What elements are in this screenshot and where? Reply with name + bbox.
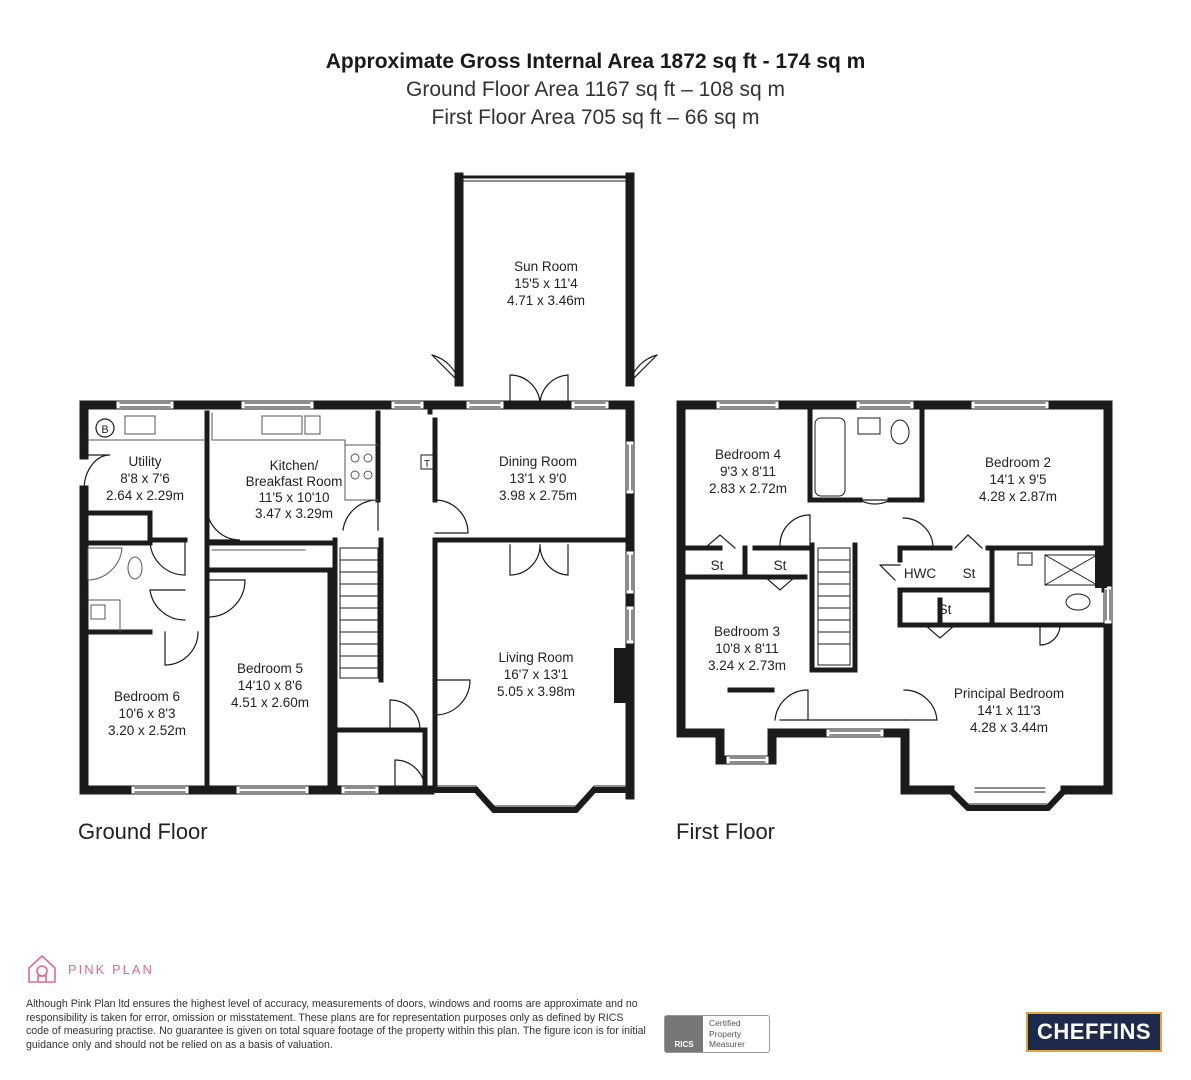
room-imperial: 13'1 x 9'0 [509, 471, 567, 486]
first-floor-area: First Floor Area 705 sq ft – 66 sq m [431, 106, 760, 129]
room-metric: 3.24 x 2.73m [707, 658, 787, 673]
room-imperial: 10'8 x 8'11 [715, 641, 779, 656]
room-name: Bedroom 6 [113, 689, 181, 704]
room-imperial: 14'1 x 11'3 [977, 703, 1041, 718]
room-name: Kitchen/ [269, 458, 319, 473]
room-name-line2: Breakfast Room [245, 474, 343, 489]
pink-plan-brand: PINK PLAN [68, 962, 154, 977]
room-name: Principal Bedroom [953, 686, 1065, 701]
plan-title: Approximate Gross Internal Area 1872 sq ft - 174 sq m [325, 50, 866, 73]
room-metric: 3.20 x 2.52m [107, 723, 187, 738]
room-metric: 4.51 x 2.60m [230, 695, 310, 710]
pink-plan-logo-icon [29, 956, 55, 982]
cupboard-label: St [773, 558, 787, 573]
rics-line: Property [709, 1028, 742, 1039]
room-metric: 3.98 x 2.75m [498, 488, 578, 503]
room-imperial: 14'1 x 9'5 [989, 472, 1047, 487]
hwc-label: HWC [903, 566, 937, 581]
rics-certified-text [709, 1018, 745, 1050]
room-name: Utility [128, 454, 162, 469]
rics-line: Measurer [709, 1039, 745, 1049]
room-name: Sun Room [514, 259, 578, 274]
room-name: Bedroom 3 [713, 624, 781, 639]
room-name: Bedroom 4 [714, 447, 782, 462]
room-name: Dining Room [498, 454, 578, 469]
cupboard-label: St [938, 602, 952, 617]
room-imperial: 9'3 x 8'11 [720, 464, 776, 479]
boiler-icon: B [101, 424, 109, 436]
room-imperial: 10'6 x 8'3 [118, 706, 176, 721]
rics-logo: RICS [665, 1016, 703, 1052]
room-metric: 3.47 x 3.29m [254, 506, 334, 521]
room-metric: 4.71 x 3.46m [506, 293, 586, 308]
tank-icon: T [423, 459, 431, 470]
room-imperial: 11'5 x 10'10 [258, 490, 330, 505]
room-name: Living Room [498, 650, 574, 665]
rics-badge [664, 1015, 770, 1053]
agent-logo: CHEFFINS [1026, 1012, 1162, 1052]
room-imperial: 8'8 x 7'6 [120, 471, 170, 486]
room-metric: 2.64 x 2.29m [105, 488, 185, 503]
room-metric: 4.28 x 3.44m [969, 720, 1049, 735]
room-imperial: 16'7 x 13'1 [503, 667, 569, 682]
rics-line: Certified [709, 1018, 741, 1028]
first-floor-label: First Floor [676, 819, 775, 844]
disclaimer-text: Although Pink Plan ltd ensures the highest level of accuracy, measurements of doors, windows and rooms are approximate and no responsibility is taken for error, omission or misstatement. These plans are for representation purposes only as defined by RICS code of measuring practise. No guarantee is given on total square footage of the property within this plan. The figure icon is for initial guidance only and should not be relied on as a basis of valuation. [26, 998, 646, 1051]
room-imperial: 15'5 x 11'4 [514, 276, 578, 291]
room-metric: 2.83 x 2.72m [708, 481, 788, 496]
room-metric: 4.28 x 2.87m [978, 489, 1058, 504]
room-imperial: 14'10 x 8'6 [237, 678, 303, 693]
room-name: Bedroom 5 [236, 661, 304, 676]
room-name: Bedroom 2 [984, 455, 1052, 470]
ground-floor-label: Ground Floor [78, 819, 208, 844]
cupboard-label: St [710, 558, 724, 573]
cupboard-label: St [962, 566, 976, 581]
ground-floor-area: Ground Floor Area 1167 sq ft – 108 sq m [406, 78, 785, 101]
room-metric: 5.05 x 3.98m [496, 684, 576, 699]
